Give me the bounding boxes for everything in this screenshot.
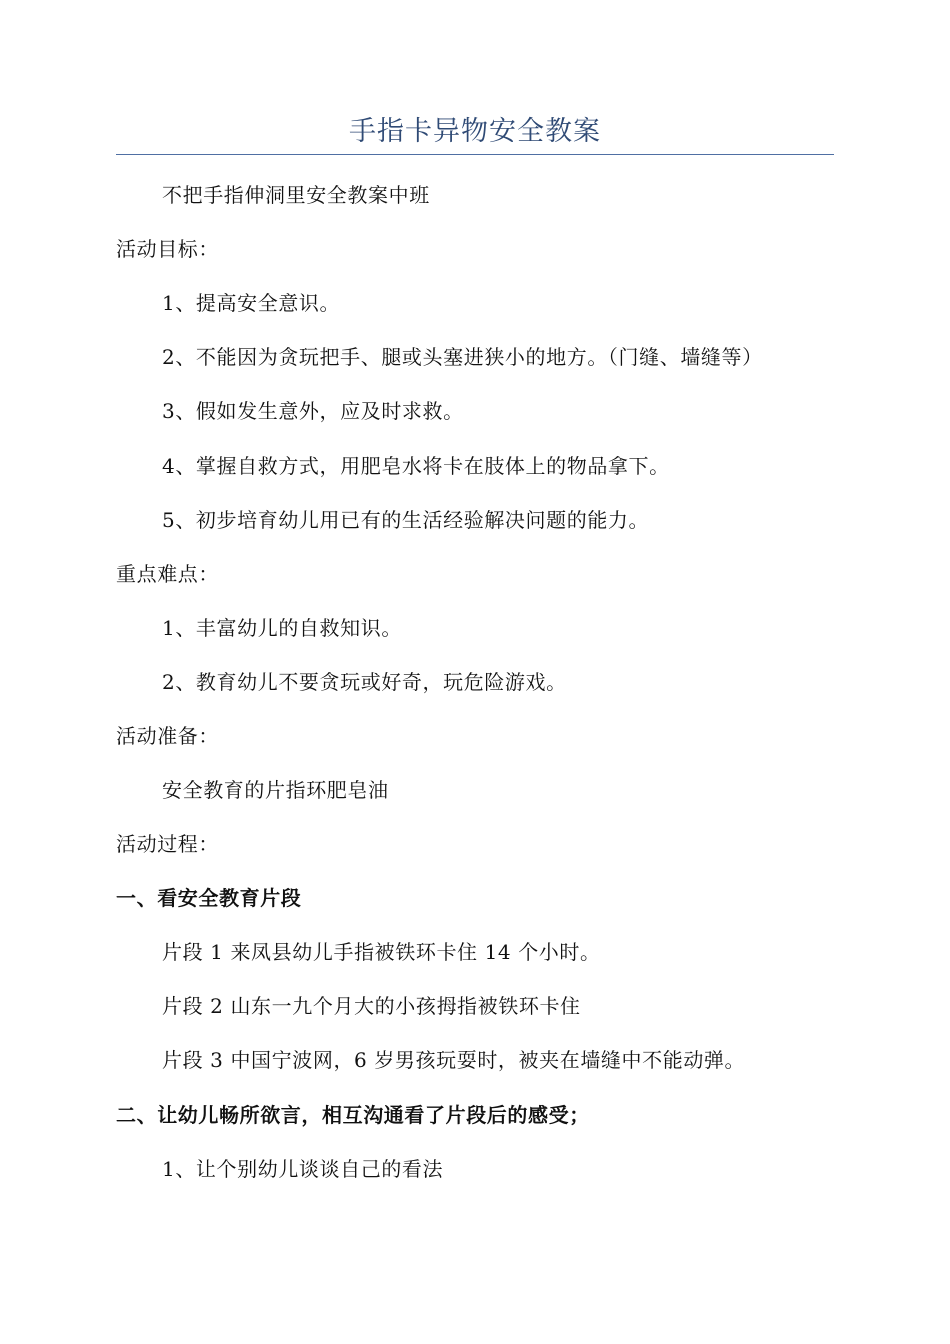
section-1-heading: 一、看安全教育片段 (116, 886, 302, 910)
prep-text: 安全教育的片指环肥皂油 (162, 778, 389, 802)
section-1-item-3: 片段 3 中国宁波网，6 岁男孩玩耍时，被夹在墙缝中不能动弹。 (162, 1048, 746, 1072)
goal-item-5: 5、初步培育幼儿用已有的生活经验解决问题的能力。 (162, 508, 650, 532)
goal-item-4: 4、掌握自救方式，用肥皂水将卡在肢体上的物品拿下。 (162, 454, 670, 478)
key-point-item-2: 2、教育幼儿不要贪玩或好奇，玩危险游戏。 (162, 670, 567, 694)
goal-item-2: 2、不能因为贪玩把手、腿或头塞进狭小的地方。（门缝、墙缝等） (162, 345, 763, 369)
section-2-item-1: 1、让个别幼儿谈谈自己的看法 (162, 1157, 444, 1181)
section-1-item-1: 片段 1 来凤县幼儿手指被铁环卡住 14 个小时。 (162, 940, 601, 964)
process-heading: 活动过程： (116, 832, 219, 856)
document-title: 手指卡异物安全教案 (349, 116, 601, 147)
section-1-item-2: 片段 2 山东一九个月大的小孩拇指被铁环卡住 (162, 994, 581, 1018)
goal-item-1: 1、提高安全意识。 (162, 291, 341, 315)
key-point-item-1: 1、丰富幼儿的自救知识。 (162, 616, 402, 640)
section-2-heading: 二、让幼儿畅所欲言，相互沟通看了片段后的感受； (116, 1103, 590, 1127)
goals-heading: 活动目标： (116, 237, 219, 261)
prep-heading: 活动准备： (116, 724, 219, 748)
key-points-heading: 重点难点： (116, 562, 219, 586)
title-underline (116, 154, 834, 155)
goal-item-3: 3、假如发生意外，应及时求救。 (162, 399, 464, 423)
subtitle-line: 不把手指伸洞里安全教案中班 (162, 183, 430, 207)
